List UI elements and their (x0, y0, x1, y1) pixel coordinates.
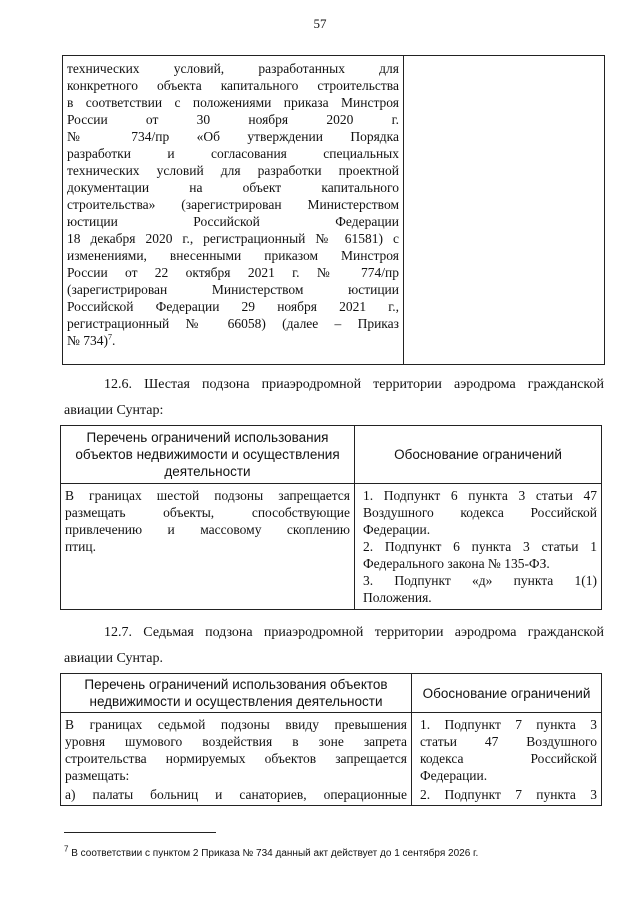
text-line: Федерации. (363, 522, 431, 537)
text-line: строительства нормируемых объектов запрещается (65, 751, 407, 766)
text-line: строительства» (зарегистрирован Министерством (67, 197, 399, 212)
footnote-mark: 7 (64, 844, 69, 854)
column-header-justification: Обоснование ограничений (355, 426, 602, 484)
table-header-row (61, 426, 602, 484)
footnote-divider (64, 832, 216, 833)
text-line: России от 30 ноября 2020 г. (67, 112, 399, 127)
table-continuation (62, 55, 605, 365)
text-line: № 734) (67, 333, 109, 348)
text-line: кодекса Российской (420, 751, 597, 766)
text-line: 3. Подпункт «д» пункта 1(1) (363, 573, 597, 588)
footnote-ref: 7 (108, 332, 113, 342)
continuation-text-cell (63, 56, 404, 365)
text-line: 1. Подпункт 6 пункта 3 статьи 47 (363, 488, 597, 503)
text-line: 2. Подпункт 6 пункта 3 статьи 1 (363, 539, 597, 554)
text-line: технических условий, разработанных для (67, 61, 399, 76)
text-line: (зарегистрирован Министерством юстиции (67, 282, 399, 297)
text-line: № 734/пр «Об утверждении Порядка (67, 129, 399, 144)
text-line: В границах шестой подзоны запрещается (65, 488, 350, 503)
text-line: а) палаты больниц и санаториев, операционные (65, 787, 407, 802)
text-line: 1. Подпункт 7 пункта 3 (420, 717, 597, 732)
section-line: авиации Сунтар. (64, 651, 163, 666)
column-header-justification: Обоснование ограничений (412, 674, 602, 713)
text-line: регистрационный № 66058) (далее – Приказ (67, 316, 399, 331)
text-line: уровня шумового воздействия в зоне запрета (65, 734, 407, 749)
text-line: Положения. (363, 590, 432, 605)
text-line: технических условий для разработки проектной (67, 163, 399, 178)
section-line: авиации Сунтар: (64, 403, 164, 418)
table-header-row (61, 674, 602, 713)
footnote (64, 844, 604, 860)
page-number: 57 (313, 16, 327, 31)
table-row (61, 484, 602, 610)
text-line: размещать: (65, 768, 130, 783)
text-line: В границах седьмой подзоны ввиду превышения (65, 717, 407, 732)
text-line: разработки и согласования специальных (67, 146, 399, 161)
justification-cell (412, 713, 602, 806)
text-line: документации на объект капитального (67, 180, 399, 195)
table-seventh-subzone (60, 673, 602, 806)
justification-cell (355, 484, 602, 610)
text-line: изменениями, внесенными приказом Минстроя (67, 248, 399, 263)
text-line: размещать объекты, способствующие (65, 505, 350, 520)
section-12-7-heading (64, 624, 604, 668)
text-line: птиц. (65, 539, 96, 554)
text-line: России от 22 октября 2021 г. № 774/пр (67, 265, 399, 280)
text-line: юстиции Российской Федерации (67, 214, 399, 229)
text-line: в соответствии с положениями приказа Минстроя (67, 95, 399, 110)
footnote-text: В соответствии с пунктом 2 Приказа № 734 данный акт действует до 1 сентября 2026 г. (68, 848, 479, 859)
section-line: 12.6. Шестая подзона приаэродромной территории аэродрома гражданской (104, 377, 604, 392)
text-line: статьи 47 Воздушного (420, 734, 597, 749)
section-line: 12.7. Седьмая подзона приаэродромной территории аэродрома гражданской (104, 625, 604, 640)
text-line: Федерации. (420, 768, 488, 783)
column-header-restrictions: Перечень ограничений использования объектов недвижимости и осуществления деятельности (61, 426, 355, 484)
continuation-empty-cell (404, 56, 605, 365)
section-12-6-heading (64, 376, 604, 420)
table-row (61, 713, 602, 806)
restriction-cell (61, 484, 355, 610)
text-line: 2. Подпункт 7 пункта 3 (420, 787, 597, 802)
restriction-cell (61, 713, 412, 806)
text-line: Федерального закона № 135-ФЗ. (363, 556, 550, 571)
text-line: конкретного объекта капитального строительства (67, 78, 399, 93)
table-sixth-subzone (60, 425, 602, 610)
text-line: привлечению и массовому скоплению (65, 522, 350, 537)
text-line: Воздушного кодекса Российской (363, 505, 597, 520)
table-row (63, 56, 605, 365)
text-line: Российской Федерации 29 ноября 2021 г., (67, 299, 399, 314)
text-line: 18 декабря 2020 г., регистрационный № 61581) с (67, 231, 399, 246)
column-header-restrictions: Перечень ограничений использования объектов недвижимости и осуществления деятельности (61, 674, 412, 713)
text-line-last: № 734)$^7$. (67, 332, 116, 348)
